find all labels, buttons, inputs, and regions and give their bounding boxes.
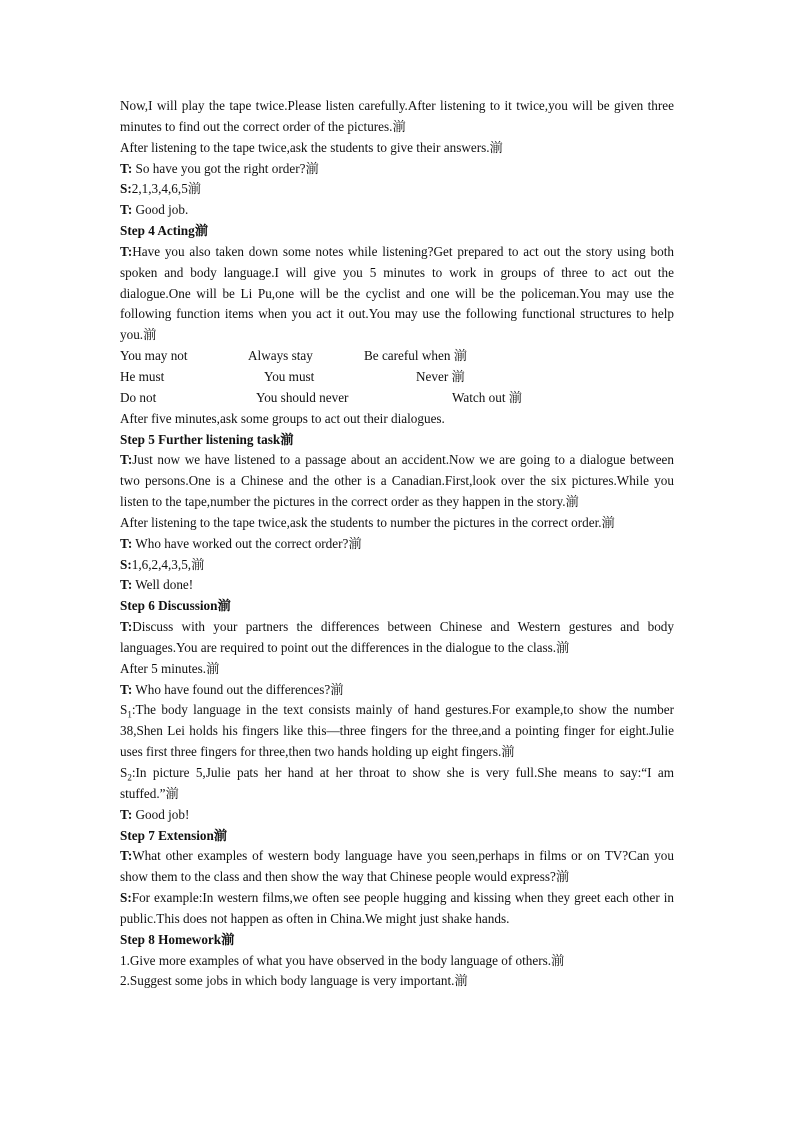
speaker-label: T: [120,202,133,218]
dialogue-text: Well done! [132,577,194,593]
dialogue-line [120,555,674,576]
dialogue-text: Have you also taken down some notes while listening?Get prepared to act out the story using both spoken and body language.I will give you 5 minutes to work in groups of three to act out the dialogue.One will be Li Pu,one will be the cyclist and one will be the policeman.You may use the following function items when you act it out.You may use the following functional structures to help you.湔 [120,243,674,343]
homework-item: 2.Suggest some jobs in which body language is very important.湔 [120,973,468,989]
dialogue-line [120,159,674,180]
speaker-label: S [120,702,128,718]
speaker-label: T: [120,243,133,259]
speaker-label: S [120,765,128,780]
structure-cell: Be careful when 湔 [364,348,467,364]
dialogue-text: Just now we have listened to a passage about an accident.Now we are going to a dialogue between two persons.One is a Chinese and the other is a Canadian.First,look over the six pictures.While you listen to the tape,number the pictures in the correct order as they happen in the story.湔 [120,452,674,510]
speaker-label: S: [120,181,132,197]
structure-cell: Do not [120,389,157,405]
dialogue-text: :In picture 5,Julie pats her hand at her throat to show she is very full.She means to say:“I am stuffed.”湔 [120,765,674,801]
speaker-label: S: [120,890,132,906]
dialogue-text: :The body language in the text consists mainly of hand gestures.For example,to show the number 38,Shen Lei holds his fingers like this—three fingers for the three,and a pointing finger for eight.Julie uses first three fingers for three,then two hands holding up eight fingers.湔 [120,702,674,760]
step-heading: Step 6 Discussion湔 [120,598,231,614]
structure-cell: You may not [120,348,188,364]
structure-row [120,346,674,367]
speaker-subscript: 1 [127,710,132,721]
dialogue-text: Good job. [132,202,189,218]
speaker-label: T: [120,848,133,864]
dialogue-line [120,680,674,701]
dialogue-line [120,700,674,763]
paragraph-instructions: Now,I will play the tape twice.Please listen carefully.After listening to it twice,you will be given three minutes to find out the correct order of the pictures.湔 [120,98,674,134]
speaker-label: T: [120,806,133,822]
dialogue-text: Good job! [132,806,190,822]
homework-item: 1.Give more examples of what you have observed in the body language of others.湔 [120,952,565,968]
dialogue-line [120,846,674,888]
structure-cell: Always stay [248,348,313,364]
step-heading: Step 5 Further listening task湔 [120,431,294,447]
structure-cell: Never 湔 [416,368,465,384]
dialogue-line [120,763,674,805]
structure-cell: He must [120,368,165,384]
dialogue-text: What other examples of western body language have you seen,perhaps in films or on TV?Can you show them to the class and then show the way that Chinese people would express?湔 [120,848,674,885]
dialogue-line [120,575,674,596]
speaker-label: T: [120,577,133,593]
dialogue-text: For example:In western films,we often see people hugging and kissing when they greet each other in public.This does not happen as often in China.We might just shake hands. [120,890,674,926]
speaker-label: T: [120,619,133,635]
structure-cell: Watch out 湔 [452,389,522,405]
speaker-label: T: [120,681,133,697]
dialogue-line [120,888,674,930]
dialogue-line [120,805,674,826]
lesson-plan-body [120,96,674,992]
structure-row [120,367,674,388]
dialogue-text: 1,6,2,4,3,5,湔 [131,556,205,572]
step-heading: Step 4 Acting湔 [120,223,208,239]
paragraph-after-5-minutes: After 5 minutes.湔 [120,660,220,676]
structure-cell: You must [264,368,315,384]
dialogue-line [120,200,674,221]
speaker-subscript: 2 [127,772,132,783]
dialogue-text: 2,1,3,4,6,5湔 [131,181,201,197]
paragraph-after-listening: After listening to the tape twice,ask the students to give their answers.湔 [120,139,503,155]
paragraph-after-five-minutes: After five minutes,ask some groups to act out their dialogues. [120,410,445,426]
dialogue-line [120,617,674,659]
dialogue-line [120,450,674,513]
speaker-label: T: [120,160,133,176]
structure-cell: You should never [256,389,349,405]
speaker-label: S: [120,556,132,572]
dialogue-line [120,534,674,555]
dialogue-line [120,179,674,200]
dialogue-text: Who have found out the differences?湔 [132,681,344,697]
speaker-label: T: [120,452,133,468]
dialogue-text: Who have worked out the correct order?湔 [132,535,362,551]
dialogue-text: Discuss with your partners the differences between Chinese and Western gestures and body languages.You are required to point out the differences in the dialogue to the class.湔 [120,619,674,655]
step-heading: Step 7 Extension湔 [120,827,227,843]
step-heading: Step 8 Homework湔 [120,931,235,947]
dialogue-text: So have you got the right order?湔 [132,160,319,176]
speaker-label: T: [120,535,133,551]
structure-row [120,388,674,409]
dialogue-line [120,242,674,346]
paragraph-number-pictures: After listening to the tape twice,ask the students to number the pictures in the correct order.湔 [120,514,615,530]
